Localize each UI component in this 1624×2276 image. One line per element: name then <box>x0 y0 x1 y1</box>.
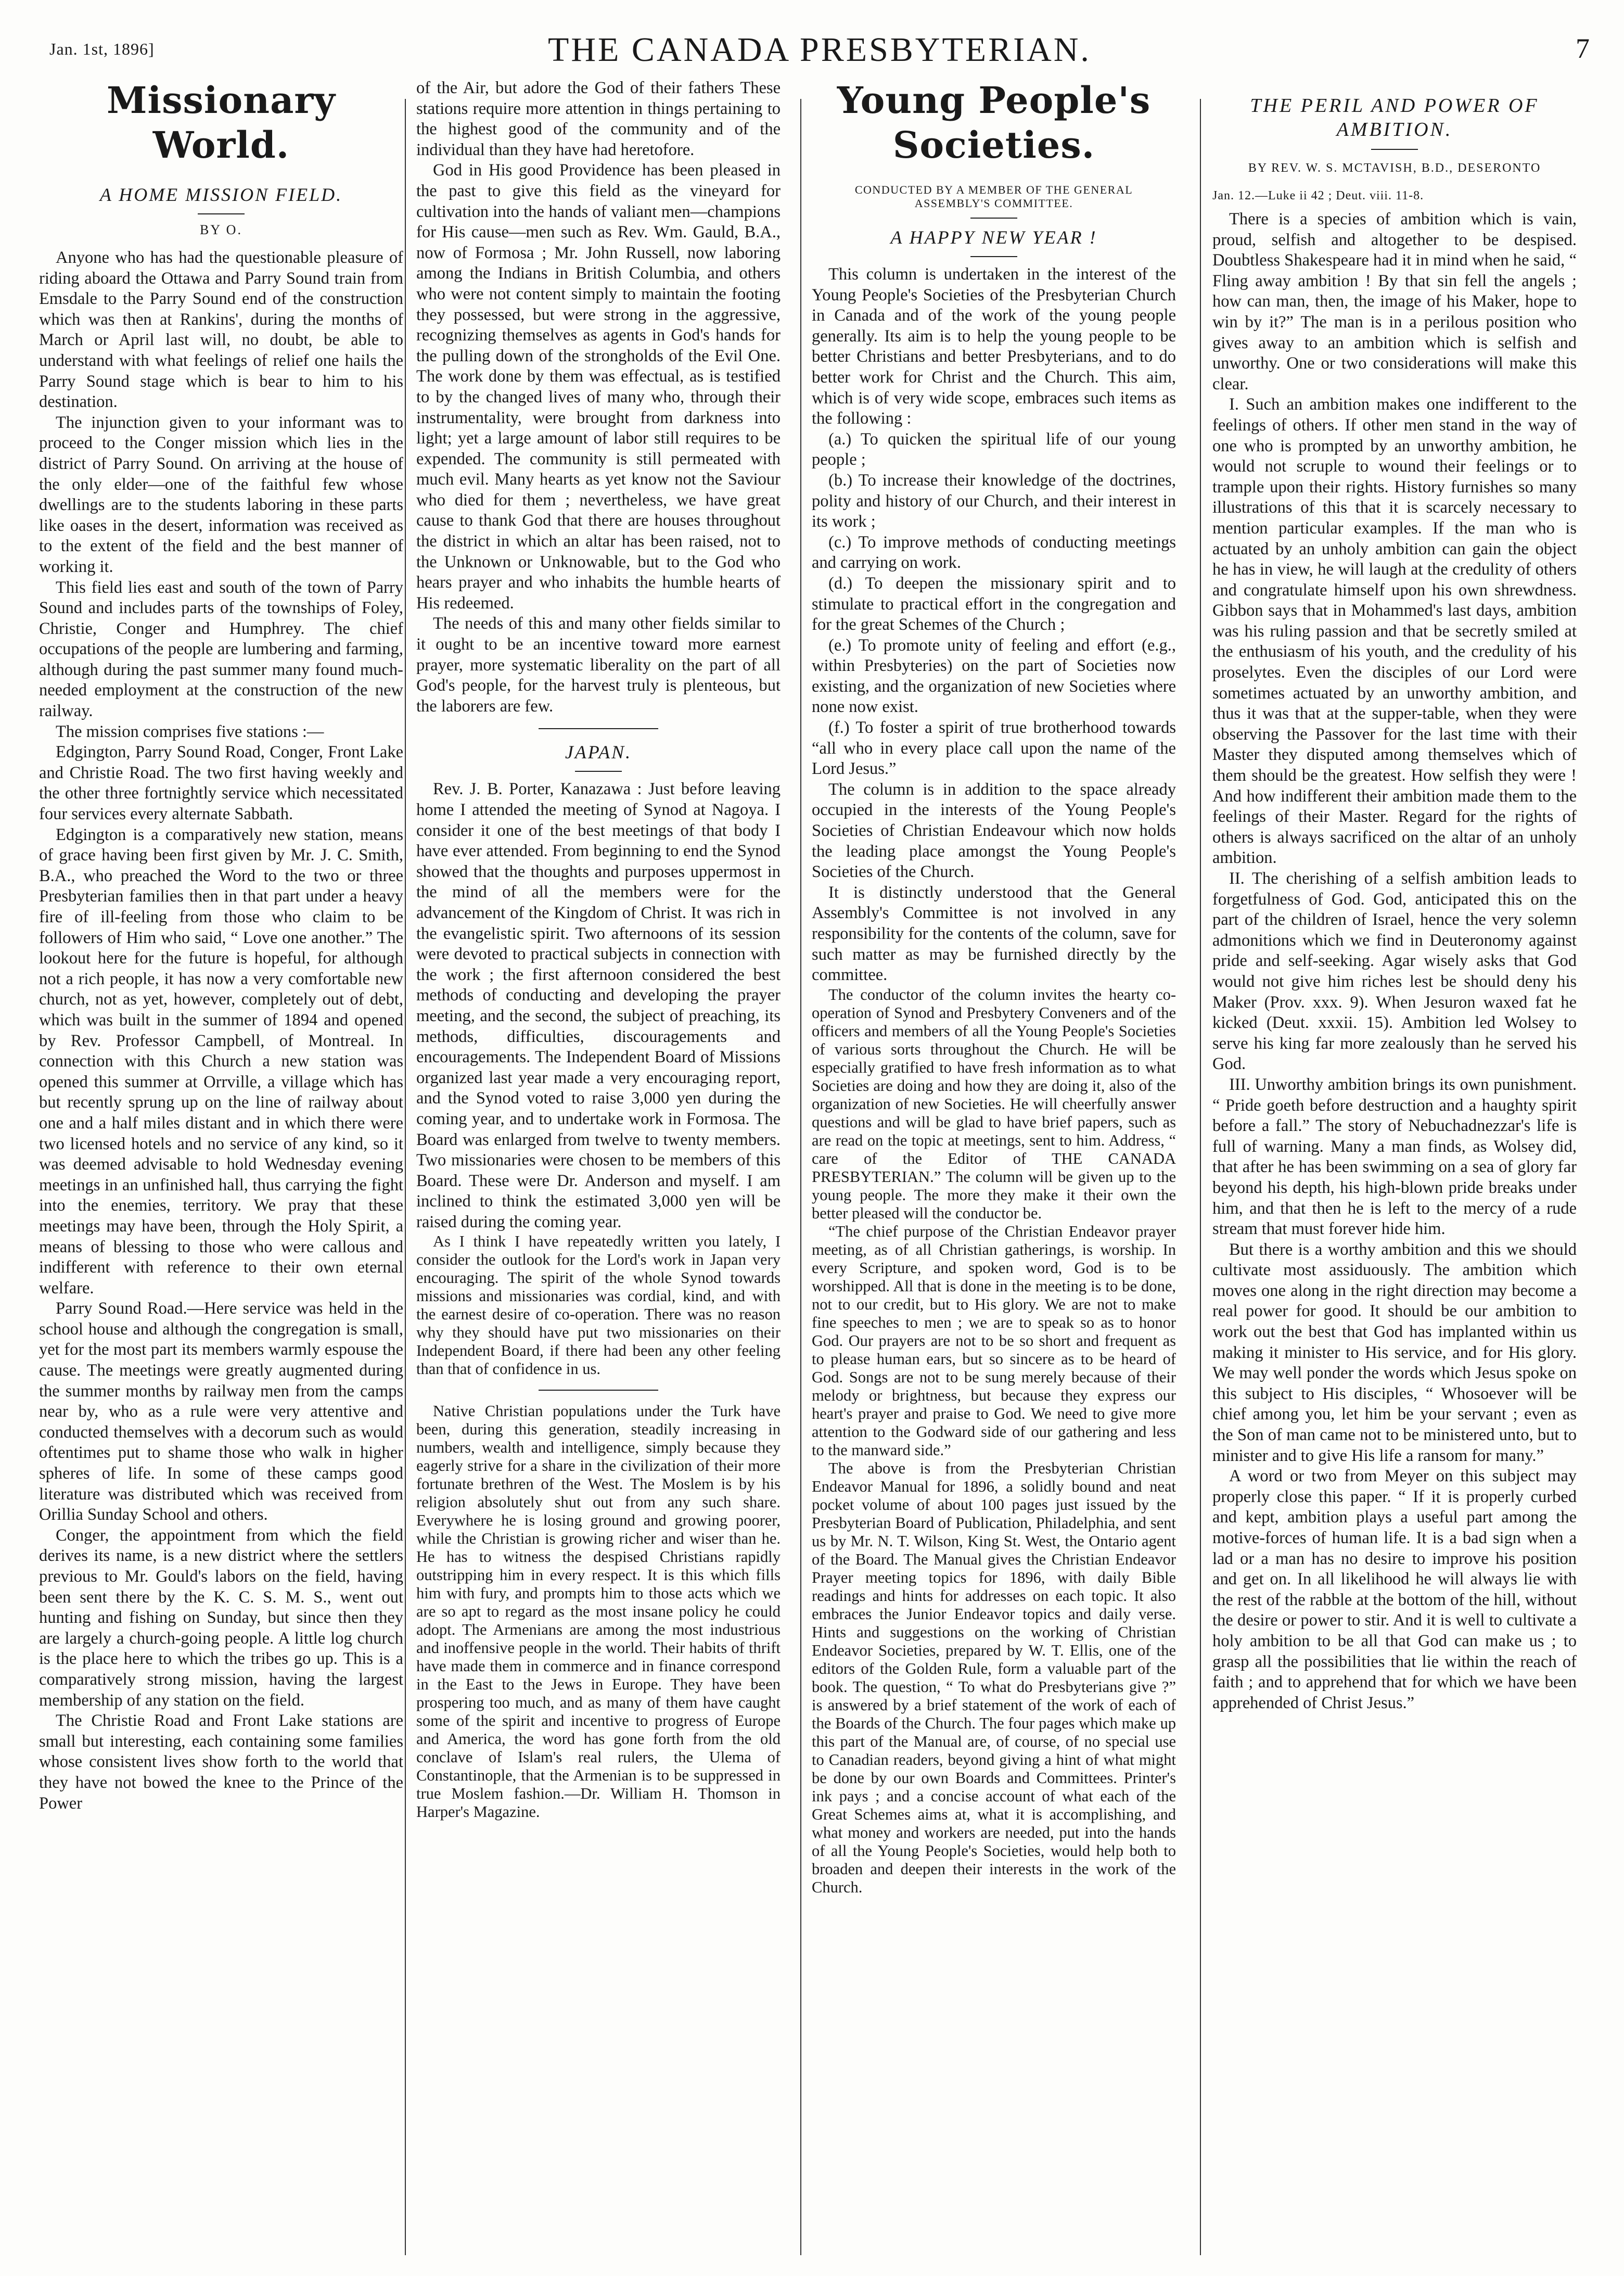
column-missionary-world <box>39 78 403 2264</box>
issue-date: Jan. 1st, 1896] <box>49 40 155 58</box>
paragraph: As I think I have repeatedly written you lately, I consider the outlook for the Lord's work in Japan very encouraging. The spirit of the whole Synod towards missions and missionaries was cordial, kind, and with the earnest desire of co-operation. There was no reason why they should have put two missionaries on their Independent Board, if there had been any other feeling than that of confidence in us. <box>416 1232 781 1378</box>
column-young-peoples-societies <box>812 78 1176 2264</box>
paragraph: This column is undertaken in the interest of the Young People's Societies of the Presbyterian Church in Canada and of the work of the young people generally. Its aim is to help the young people to be better Christians and better Presbyterians, and to do better work for Christ and the Church. This aim, which is of very wide scope, embraces such items as the following : <box>812 265 1176 428</box>
list-item: (d.) To deepen the missionary spirit and to stimulate to practical effort in the congregation and for the great Schemes of the Church ; <box>812 574 1176 634</box>
paragraph: This field lies east and south of the town of Parry Sound and includes parts of the townships of Foley, Christie, Conger and Humphrey. The chief occupations of the people are lumbering and farming, although during the past summer many found much-needed employment at the construction of the new railway. <box>39 578 403 721</box>
paragraph: The needs of this and many other fields similar to it ought to be an incentive toward more earnest prayer, more systematic liberality on the part of all God's people, for the harvest truly is plenteous, but the laborers are few. <box>416 614 781 716</box>
paragraph: The above is from the Presbyterian Christian Endeavor Manual for 1896, a solidly bound and neat pocket volume of about 100 pages just issued by the Presbyterian Board of Publication, Philadelphia, and sent us by Mr. N. T. Wilson, King St. West, the Ontario agent of the Board. The Manual gives the Christian Endeavor Prayer meeting topics for 1896, with daily Bible readings and hints for addresses on each topic. It also embraces the Junior Endeavor topics and daily verse. Hints and suggestions on the working of Christian Endeavor Societies, prepared by W. T. Ellis, one of the editors of the Golden Rule, form a valuable part of the book. The question, “ To what do Presbyterians give ?” is answered by a brief statement of the work of each of the Boards of the Church. The four pages which make up this part of the Manual are, of course, of no special use to Canadian readers, beyond giving a hint of what might be done by our own Boards and Committees. Printer's ink pays ; and a concise account of what each of the Great Schemes aims at, what it is accomplishing, and what money and workers are needed, put into the hands of all the Young People's Societies, would help both to broaden and deepen their interests in the work of the Church. <box>812 1459 1176 1896</box>
paragraph: Edgington is a comparatively new station, means of grace having been first given by Mr. J. C. Smith, B.A., who preached the Word to the two or three Presbyterian families then in that part under a heavy fire of ill-feeling from those who claim to be followers of Him who said, “ Love one another.” The lookout here for the future is hopeful, for although not a rich people, it has now a very comfortable new church, not as yet, however, completely out of debt, which was built in the summer of 1894 and opened by Rev. Professor Campbell, of Montreal. In connection with this Church a new station was opened this summer at Orrville, a village which has but recently sprung up on the line of railway about one and a half miles distant and in which there were two licensed hotels and no service of any kind, so it was deemed advisable to hold Wednesday evening meetings in an unfinished hall, thus carrying the fight into the enemies, territory. We pray that these meetings may have been, through the Holy Spirit, a means of blessing to those who were callous and indifferent with reference to their own eternal welfare. <box>39 825 403 1298</box>
paragraph: of the Air, but adore the God of their fathers These stations require more attention in things pertaining to the highest good of the community and of the individual than they have had heretofore. <box>416 79 781 159</box>
paragraph: Edgington, Parry Sound Road, Conger, Front Lake and Christie Road. The two first having weekly and the other three fortnightly service which necessitated four services every alternate Sabbath. <box>39 743 403 824</box>
list-item: (c.) To improve methods of conducting meetings and carrying on work. <box>812 532 1176 573</box>
paragraph: It is distinctly understood that the General Assembly's Committee is not involved in any responsibility for the contents of the column, save for such matter as may be furnished directly by the committee. <box>812 883 1176 985</box>
column-divider <box>1200 99 1201 2255</box>
column-missionary-continued <box>416 78 781 2264</box>
divider <box>575 771 622 772</box>
paragraph: God in His good Providence has been pleased in the past to give this field as the vineyard for cultivation into the hands of valiant men—champions for His cause—men such as Rev. Wm. Gauld, B.A., now of Formosa ; Mr. John Russell, now laboring among the Indians in British Columbia, and others who were not content simply to maintain the footing they possessed, but were strong in the aggressive, recognizing themselves as agents in God's hands for the pulling down of the strongholds of the Evil One. The work done by them was effectual, as is testified to by the changed lives of many who, through their instrumentality, were brought from darkness into light; yet a large amount of labor still requires to be expended. The community is still permeated with much evil. Many hearts as yet know not the Saviour who died for them ; nevertheless, we have great cause to thank God that there are houses throughout the district in which an altar has been raised, not to the Unknown or Unknowable, but to the God who hears prayer and who inhabits the humble hearts of His redeemed. <box>416 161 781 613</box>
paragraph: II. The cherishing of a selfish ambition leads to forgetfulness of God. God, anticipated this on the part of the children of Israel, hence the very solemn admonitions which we find in Deuteronomy against pride and self-seeking. Agar wisely asks that God would not give him riches lest be should deny his Maker (Prov. xxx. 9). When Jesuron waxed fat he kicked (Deut. xxxii. 15). Ambition led Wolsey to serve his king far more zealously than he served his God. <box>1212 869 1577 1074</box>
divider <box>970 256 1017 257</box>
list-item: (f.) To foster a spirit of true brotherhood towards “all who in every place call upon the name of the Lord Jesus.” <box>812 718 1176 779</box>
paragraph: Native Christian populations under the Turk have been, during this generation, steadily increasing in numbers, wealth and intelligence, simply because they eagerly strive for a share in the civilization of their more fortunate brethren of the West. The Moslem is by his religion absolutely shut out from any such share. Everywhere he is losing ground and growing poorer, while the Christian is growing richer and wiser than he. He has to witness the despised Christians rapidly outstripping him in every respect. It is this which fills him with fury, and prompts him to those acts which we are so apt to regard as the most insane policy he could adopt. The Armenians are among the most industrious and inoffensive people in the world. Their habits of thrift have made them in commerce and in finance correspond in the East to the Jews in Europe. They have been prospering too much, and as many of them have caught some of the spirit and incentive to progress of Europe and America, the word has gone forth from the old conclave of Islam's real rulers, the Ulema of Constantinople, that the Armenian is to be suppressed in true Moslem fashion.—Dr. William H. Thomson in Harper's Magazine. <box>416 1402 781 1821</box>
article-title-happy-new-year: A HAPPY NEW YEAR ! <box>890 227 1097 248</box>
newspaper-title: THE CANADA PRESBYTERIAN. <box>548 31 1091 69</box>
scripture-reference: Jan. 12.—Luke ii 42 ; Deut. viii. 11-8. <box>1212 189 1424 202</box>
article-byline: BY O. <box>200 222 242 237</box>
paragraph: “The chief purpose of the Christian Endeavor prayer meeting, as of all Christian gatherings, is worship. In every Scripture, and spoken word, God is to be worshipped. All that is done in the meeting is to be done, not to our credit, but to His glory. We are not to make fine speeches to men ; we are to speak so as to honor God. Our prayers are not to be so short and frequent as to please human ears, but so sincere as to be heard of God. Songs are not to be sung merely because of their melody or brightness, but because they express our heart's prayer and praise to God. We need to give more attention to the Godward side of our gathering and less to the manward side.” <box>812 1222 1176 1459</box>
divider <box>539 1390 658 1391</box>
list-item: (e.) To promote unity of feeling and effort (e.g., within Presbyteries) on the part of Societies now existing, and the organization of new Societies where none now exist. <box>812 635 1176 717</box>
paragraph: The conductor of the column invites the hearty co-operation of Synod and Presbytery Conveners and of the officers and members of all the Young People's Societies of various sorts throughout the Church. He will be especially gratified to have fresh information as to what Societies are doing and how they are doing it, also of the organization of new Societies. He will cheerfully answer questions and will be glad to have brief papers, such as are read on the topic at meetings, sent to him. Address, “ care of the Editor of THE CANADA PRESBYTERIAN.” The column will be given up to the young people. The more they make it their own the better pleased will the conductor be. <box>812 985 1176 1222</box>
column-peril-and-power-of-ambition <box>1212 78 1577 2264</box>
paragraph: The mission comprises five stations :— <box>56 722 324 741</box>
divider <box>198 213 245 214</box>
divider <box>539 728 658 729</box>
section-heading-missionary-world: Missionary World. <box>107 79 336 167</box>
list-item: (a.) To quicken the spiritual life of our young people ; <box>812 429 1176 469</box>
divider <box>970 218 1017 219</box>
page-number: 7 <box>1576 33 1590 64</box>
section-heading-young-peoples-societies: Young People's Societies. <box>837 79 1151 167</box>
paragraph: Parry Sound Road.—Here service was held in the school house and although the congregation is small, yet for the most part its members warmly espouse the cause. The meetings were greatly augmented during the summer months by railway men from the camps near by, who as a rule were very attentive and conducted themselves with a decorum such as would oftentimes put to shame those who walk in higher spheres of life. In some of these camps good literature was distributed which was received from Orillia Sunday School and others. <box>39 1299 403 1524</box>
paragraph: The injunction given to your informant was to proceed to the Conger mission which lies in the district of Parry Sound. On arriving at the house of the only elder—one of the faithful few whose dwellings are to the students laboring in these parts like oases in the desert, information was received as to the extent of the field and the best manner of working it. <box>39 413 403 576</box>
masthead <box>49 30 1590 67</box>
paragraph: The column is in addition to the space already occupied in the interests of the Young People's Societies of Christian Endeavour which now holds the leading place amongst the Young People's Societies of the Church. <box>812 780 1176 882</box>
paragraph: Anyone who has had the questionable pleasure of riding aboard the Ottawa and Parry Sound train from Emsdale to the Parry Sound end of the construction which was then at Rankins', during the months of March or April last will, no doubt, be able to understand with what feelings of relief one hails the Parry Sound stage which is bear to him to his destination. <box>39 248 403 412</box>
article-title-line-1: THE PERIL AND POWER OF <box>1250 95 1539 117</box>
paragraph: III. Unworthy ambition brings its own punishment. “ Pride goeth before destruction and a haughty spirit before a fall.” The story of Nebuchadnezzar's life is full of warning. Many a man finds, as Wolsey did, that after he has been swimming on a sea of glory far beyond his depth, his high-blown pride breaks under him, and that then he is left to the mercy of a rude stream that must forever hide him. <box>1212 1075 1577 1239</box>
paragraph: There is a species of ambition which is vain, proud, selfish and altogether to be despised. Doubtless Shakespeare had it in mind when he said, “ Fling away ambition ! By that sin fell the angels ; how can man, then, the image of his Maker, hope to win by it?” The man is in a perilous position who gives away to an ambition which is selfish and unworthy. One or two considerations will make this clear. <box>1212 210 1577 393</box>
paragraph: I. Such an ambition makes one indifferent to the feelings of others. If other men stand in the way of one who is prompted by an unworthy ambition, he would not scruple to wound their feelings or to trample upon their rights. History furnishes so many illustrations of this that it is scarcely necessary to mention particular examples. If the man who is actuated by an unholy ambition can gain the object he has in view, he will laugh at the credulity of others and congratulate himself upon his own shrewdness. Gibbon says that in Mohammed's last days, ambition was his ruling passion and that be secretly smiled at the enthusiasm of his youth, and the credulity of his proselytes. Even the disciples of our Lord were sometimes actuated by an unworthy ambition, and thus it was that at the supper-table, when they were observing the Passover for the last time with their Master they disputed among themselves which of them should be the greatest. How selfish they were ! And how indifferent their ambition made them to the feelings of their Master. Regard for the rights of others is always sacrificed on the altar of an unholy ambition. <box>1212 395 1577 868</box>
article-title-home-mission: A HOME MISSION FIELD. <box>99 184 343 205</box>
article-title-line-2: AMBITION. <box>1336 119 1453 141</box>
article-byline: BY REV. W. S. MCTAVISH, B.D., DESERONTO <box>1248 161 1541 175</box>
paragraph: But there is a worthy ambition and this we should cultivate most assiduously. The ambition which moves one along in the right direction may become a real power for good. It should be our ambition to work out the best that God has implanted within us making it minister to His service, and for His glory. We may well ponder the words which Jesus spoke on this subject to His disciples, “ Whosoever will be chief among you, let him be your servant ; even as the Son of man came not to be ministered unto, but to minister and to give His life a ransom for many.” <box>1212 1240 1577 1465</box>
article-body <box>39 248 403 1814</box>
list-item: (b.) To increase their knowledge of the doctrines, polity and history of our Church, and their interest in its work ; <box>812 471 1176 531</box>
divider <box>1371 149 1418 150</box>
paragraph: Rev. J. B. Porter, Kanazawa : Just before leaving home I attended the meeting of Synod at Nagoya. I consider it one of the best meetings of that body I have ever attended. From beginning to end the Synod showed that the thoughts and purposes uppermost in the mind of all the members were for the advancement of the Kingdom of Christ. It was rich in the evangelistic spirit. Two afternoons of its session were devoted to practical subjects in connection with the work ; the first afternoon considered the best methods of conducting and developing the prayer meeting, and the second, the subject of preaching, its methods, difficulties, discouragements and encouragements. The Independent Board of Missions organized last year made a very encouraging report, and the Synod voted to raise 3,000 yen during the coming year, and to undertake work in Formosa. The Board was enlarged from twelve to twenty members. Two missionaries were chosen to be members of this Board. These were Dr. Anderson and myself. I am inclined to think the estimated 3,000 yen will be raised during the coming year. <box>416 780 781 1231</box>
paragraph: A word or two from Meyer on this subject may properly close this paper. “ If it is properly curbed and kept, ambition plays a useful part among the motive-forces of human life. It is a bad sign when a lad or a man has no desire to improve his position and get on. In all likelihood he will always lie with the rest of the rabble at the bottom of the hill, without the desire or power to stir. And it is well to cultivate a holy ambition to be all that God can make us ; to grasp all the possibilities that lie within the reach of faith ; and to apprehend that for which we have been apprehended of Christ Jesus.” <box>1212 1467 1577 1712</box>
conducted-by-note: CONDUCTED BY A MEMBER OF THE GENERAL ASSEMBLY'S COMMITTEE. <box>854 183 1133 210</box>
article-title-japan: JAPAN. <box>565 742 632 763</box>
column-divider <box>800 99 801 2255</box>
paragraph: The Christie Road and Front Lake stations are small but interesting, each containing some families whose consistent lives show forth to the world that they have not bowed the knee to the Prince of the Power <box>39 1711 403 1813</box>
column-divider <box>405 99 406 2255</box>
paragraph: Conger, the appointment from which the field derives its name, is a new district where the settlers previous to Mr. Gould's labors on the field, having been sent there by the K. C. S. M. S., went out hunting and fishing on Sunday, but since then they are largely a church-going people. A little log church is the place here to which the tribes go up. This is a comparatively strong mission, having the largest membership of any station on the field. <box>39 1525 403 1710</box>
